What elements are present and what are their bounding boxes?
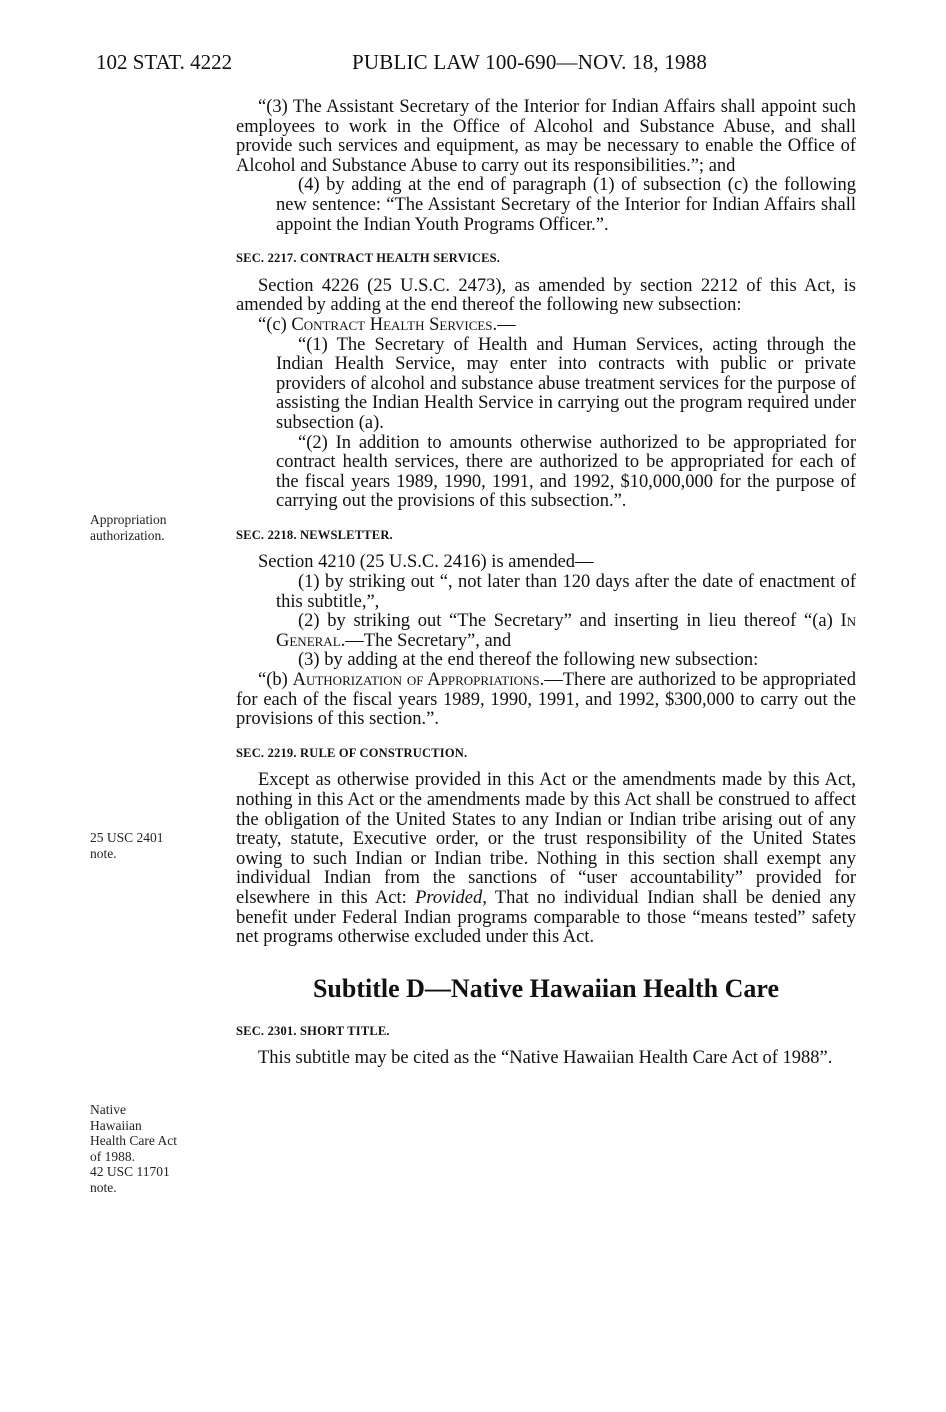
section-2301-heading: SEC. 2301. SHORT TITLE. bbox=[236, 1023, 390, 1038]
subtitle-d-heading: Subtitle D—Native Hawaiian Health Care bbox=[312, 973, 780, 1003]
paragraph-3-assistant-secretary: “(3) The Assistant Secretary of the Interior for Indian Affairs shall appoint such employees to work in the Office of Alcohol and Substance Abuse, and shall provide such services and equipment, as may be necessary to enable the Office of Alcohol and Substance Abuse to carry out its responsibilities.”; and bbox=[236, 97, 856, 176]
stat-page-number: 102 STAT. 4222 bbox=[96, 50, 233, 74]
section-2217-heading: SEC. 2217. CONTRACT HEALTH SERVICES. bbox=[236, 251, 501, 266]
paragraph-4-adding-sentence: (4) by adding at the end of paragraph (1) of subsection (c) the following new sentence: “The Assistant Secretary of the Interior for Indian Affairs shall appoint the Indian Youth Programs Officer.”. bbox=[276, 175, 856, 235]
margin-note-usc-2401: 25 USC 2401 note. bbox=[90, 830, 164, 861]
margin-note-native-hawaiian: Native Hawaiian Health Care Act of 1988. 42 USC 11701 note. bbox=[90, 1102, 177, 1195]
section-2217-paragraph-2: “(2) In addition to amounts otherwise authorized to be appropriated for contract health services, there are authorized to be appropriated for each of the fiscal years 1989, 1990, 1991, and 1992, $10,000,000 for the purpose of carrying out the provisions of this subsection.”. bbox=[276, 432, 856, 512]
section-2218-heading: SEC. 2218. NEWSLETTER. bbox=[236, 527, 393, 542]
section-2218-item-1: (1) by striking out “, not later than 120 days after the date of enactment of this subtitle,”, bbox=[276, 572, 856, 612]
section-2218-item-2: (2) by striking out “The Secretary” and inserting in lieu thereof “(a) In General.—The Secretary”, and bbox=[276, 611, 856, 651]
section-2219-text: Except as otherwise provided in this Act or the amendments made by this Act, nothing in this Act or the amendments made by this Act shall be construed to affect the obligation of the United States to any Indian or Indian tribe arising out of any treaty, statute, Executive order, or the trust responsibility of the United States owing to such Indian or Indian tribe. Nothing in this section shall exempt any individual Indian from the sanctions of “user accountability” provided for elsewhere in this Act: Provided, That no individual Indian shall be denied any benefit under Federal Indian programs comparable to those “means tested” safety net programs otherwise excluded under this Act. bbox=[236, 770, 856, 948]
section-2218-subsection-b: “(b) Authorization of Appropriations.—There are authorized to be appropriated for each of the fiscal years 1989, 1990, 1991, and 1992, $300,000 to carry out the provisions of this section.”. bbox=[236, 670, 856, 730]
section-2301-text: This subtitle may be cited as the “Native Hawaiian Health Care Act of 1988”. bbox=[258, 1048, 833, 1069]
page-header bbox=[96, 50, 856, 80]
main-text bbox=[236, 98, 856, 1069]
section-2217-paragraph-1: “(1) The Secretary of Health and Human Services, acting through the Indian Health Service, may enter into contracts with public or private providers of alcohol and substance abuse treatment services for the purpose of assisting the Indian Health Service in carrying out the program required under subsection (a). bbox=[276, 334, 856, 433]
margin-note-appropriation: Appropriation authorization. bbox=[90, 512, 167, 543]
section-2218-item-3: (3) by adding at the end thereof the following new subsection: bbox=[298, 650, 759, 671]
public-law-title: PUBLIC LAW 100-690—NOV. 18, 1988 bbox=[352, 50, 708, 74]
section-2218-intro: Section 4210 (25 U.S.C. 2416) is amended— bbox=[258, 552, 594, 573]
section-2219-heading: SEC. 2219. RULE OF CONSTRUCTION. bbox=[236, 745, 468, 760]
section-2217-intro: Section 4226 (25 U.S.C. 2473), as amended by section 2212 of this Act, is amended by adding at the end thereof the following new subsection: bbox=[236, 275, 856, 316]
section-2217-subsection-c: “(c) Contract Health Services.— bbox=[258, 314, 516, 335]
